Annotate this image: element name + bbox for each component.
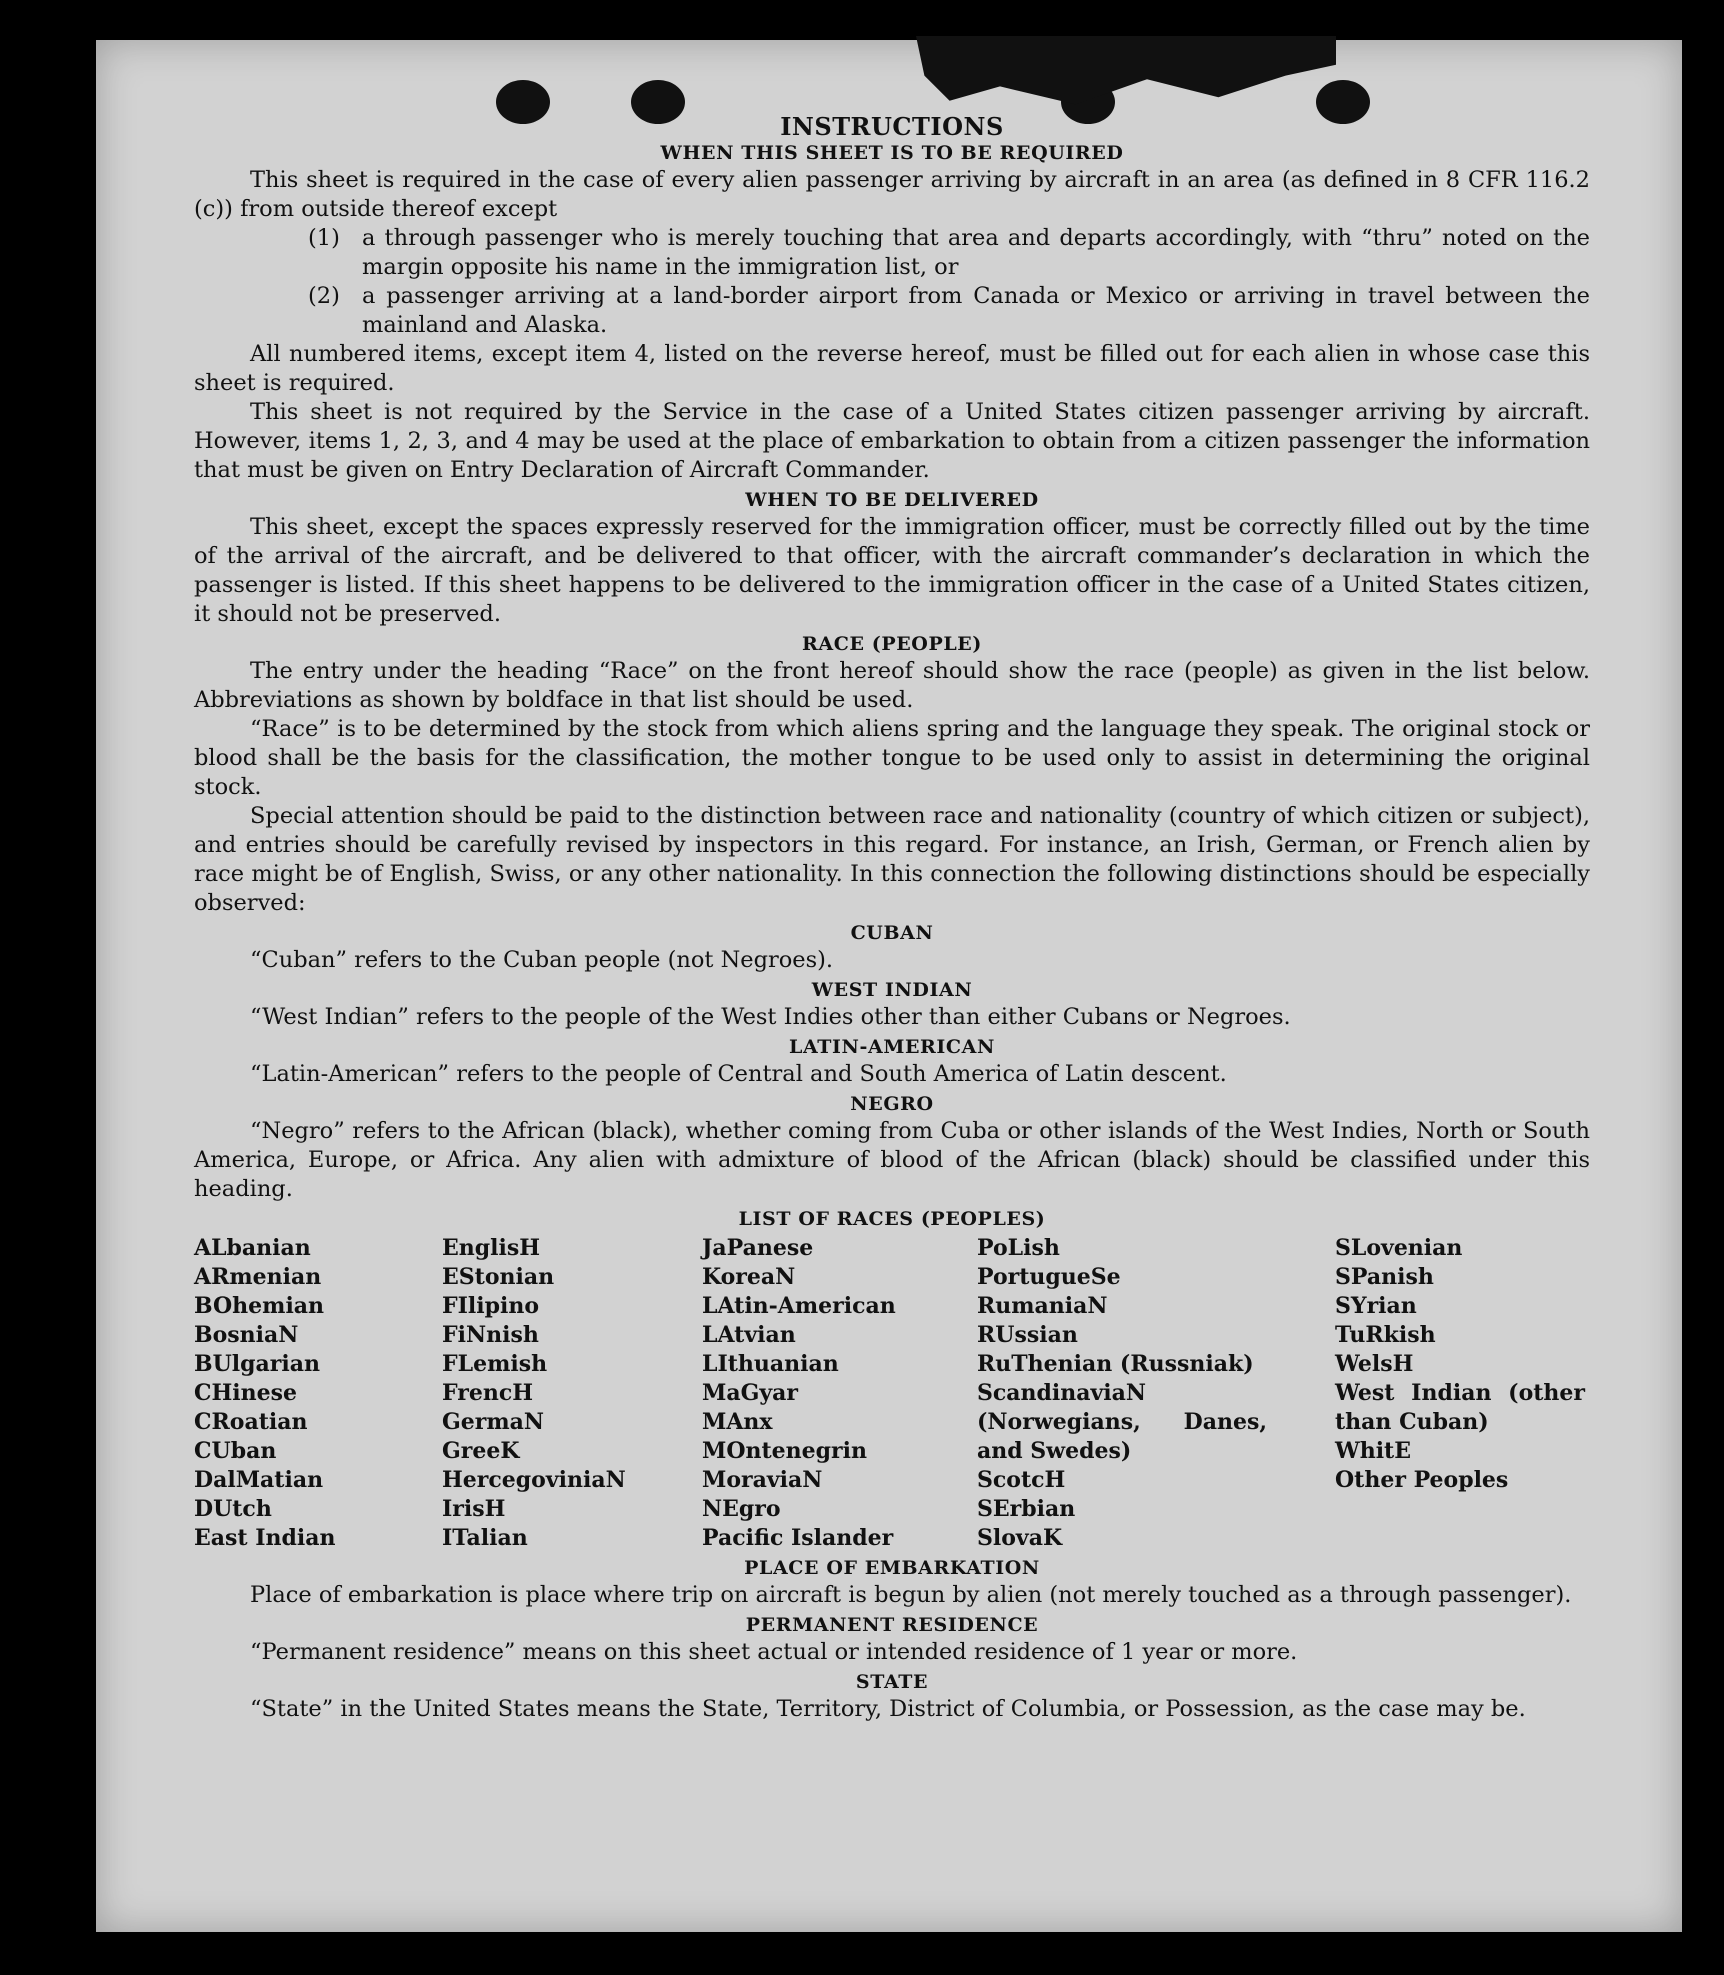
section-heading: PLACE OF EMBARKATION (744, 1557, 1040, 1579)
item-number: (1) (308, 225, 340, 251)
race-item: EnglisH (442, 1235, 541, 1261)
list-item (308, 224, 1590, 282)
race-item: MAnx (702, 1409, 773, 1435)
race-item: GreeK (442, 1438, 520, 1464)
race-item: MoraviaN (702, 1467, 823, 1493)
race-item: TuRkish (1335, 1322, 1436, 1348)
paragraph: “Cuban” refers to the Cuban people (not Negroes). (250, 947, 834, 973)
paragraph: This sheet, except the spaces expressly reserved for the immigration officer, must be correctly filled out by the time of the arrival of the aircraft, and be delivered to that officer, with the aircraft commander’s declaration in which the passenger is listed. If this sheet happens to be delivered to the immigration officer in the case of a United States citizen, it should not be preserved. (194, 514, 1590, 627)
race-item: LAtvian (702, 1322, 796, 1348)
race-item: DalMatian (194, 1467, 324, 1493)
list-item (308, 282, 1590, 340)
race-item: CUban (194, 1438, 277, 1464)
race-item: FLemish (442, 1351, 548, 1377)
race-item: ARmenian (194, 1264, 322, 1290)
race-item: CRoatian (194, 1409, 308, 1435)
race-item: FiNnish (442, 1322, 539, 1348)
race-item: MaGyar (702, 1380, 799, 1406)
race-item: RUssian (977, 1322, 1078, 1348)
race-item: GermaN (442, 1409, 545, 1435)
race-item: EStonian (442, 1264, 555, 1290)
race-item: BosniaN (194, 1322, 299, 1348)
section-heading: LATIN-AMERICAN (789, 1036, 995, 1058)
page-title: INSTRUCTIONS (780, 112, 1004, 141)
document-sheet (96, 40, 1682, 1932)
race-item: WelsH (1335, 1351, 1414, 1377)
race-item: East Indian (194, 1525, 336, 1551)
section-heading: NEGRO (850, 1093, 934, 1115)
race-item: SLovenian (1335, 1235, 1463, 1261)
race-item: ScandinaviaN (Norwegians, Danes, and Swedes) (977, 1380, 1267, 1464)
section-heading: RACE (PEOPLE) (802, 633, 982, 655)
race-item: Other Peoples (1335, 1467, 1509, 1493)
race-list (194, 1234, 1590, 1553)
race-item: CHinese (194, 1380, 298, 1406)
race-item: KoreaN (702, 1264, 796, 1290)
paragraph: “Race” is to be determined by the stock from which aliens spring and the language they speak. The original stock or blood shall be the basis for the classification, the mother tongue to be used only to assist in determining the original stock. (194, 716, 1590, 800)
race-item: BUlgarian (194, 1351, 320, 1377)
race-item: SPanish (1335, 1264, 1434, 1290)
race-item: PortugueSe (977, 1264, 1121, 1290)
race-item: West Indian (other than Cuban) (1335, 1380, 1585, 1435)
race-item: ScotcH (977, 1467, 1066, 1493)
paragraph: Special attention should be paid to the distinction between race and nationality (country of which citizen or subject), and entries should be carefully revised by inspectors in this regard. For instance, an Irish, German, or French alien by race might be of English, Swiss, or any other nationality. In this connection the following distinctions should be especially observed: (194, 803, 1590, 916)
paragraph: “Latin-American” refers to the people of Central and South America of Latin descent. (250, 1061, 1227, 1087)
race-item: BOhemian (194, 1293, 325, 1319)
race-item: SErbian (977, 1496, 1076, 1522)
race-item: RuThenian (Russniak) (977, 1351, 1254, 1377)
race-item: HercegoviniaN (442, 1467, 626, 1493)
race-item: IrisH (442, 1496, 506, 1522)
race-item: RumaniaN (977, 1293, 1108, 1319)
section-heading: WEST INDIAN (811, 979, 973, 1001)
race-column (194, 1234, 442, 1553)
paragraph: All numbered items, except item 4, listed on the reverse hereof, must be filled out for each alien in whose case this sheet is required. (194, 341, 1590, 396)
item-text: a through passenger who is merely touching that area and departs accordingly, with “thru” noted on the margin opposite his name in the immigration list, or (362, 225, 1590, 280)
instructions-body (194, 112, 1590, 1724)
race-item: Pacific Islander (702, 1525, 894, 1551)
race-item: WhitE (1335, 1438, 1411, 1464)
paragraph: “Permanent residence” means on this sheet actual or intended residence of 1 year or more. (250, 1639, 1298, 1665)
race-item: FrencH (442, 1380, 533, 1406)
section-heading: LIST OF RACES (PEOPLES) (738, 1208, 1046, 1230)
race-item: PoLish (977, 1235, 1060, 1261)
race-item: MOntenegrin (702, 1438, 867, 1464)
paragraph: The entry under the heading “Race” on the front hereof should show the race (people) as given in the list below. Abbreviations as shown by boldface in that list should be used. (194, 658, 1590, 713)
race-column (1335, 1234, 1590, 1553)
section-heading: PERMANENT RESIDENCE (745, 1614, 1039, 1636)
race-item: ALbanian (194, 1235, 311, 1261)
race-item: FIlipino (442, 1293, 540, 1319)
race-column (977, 1234, 1335, 1553)
paragraph: “West Indian” refers to the people of the West Indies other than either Cubans or Negroes. (250, 1004, 1291, 1030)
race-item: SYrian (1335, 1293, 1417, 1319)
item-number: (2) (308, 283, 340, 309)
paragraph: This sheet is required in the case of every alien passenger arriving by aircraft in an area (as defined in 8 CFR 116.2 (c)) from outside thereof except (194, 167, 1590, 222)
race-item: SlovaK (977, 1525, 1063, 1551)
torn-edge (916, 36, 1336, 108)
race-item: JaPanese (702, 1235, 814, 1261)
section-heading: CUBAN (850, 922, 934, 944)
race-item: LAtin-American (702, 1293, 896, 1319)
race-item: LIthuanian (702, 1351, 839, 1377)
paragraph: This sheet is not required by the Service in the case of a United States citizen passenger arriving by aircraft. However, items 1, 2, 3, and 4 may be used at the place of embarkation to obtain from a citizen passenger the information that must be given on Entry Declaration of Aircraft Commander. (194, 399, 1590, 483)
paragraph: “Negro” refers to the African (black), whether coming from Cuba or other islands of the West Indies, North or South America, Europe, or Africa. Any alien with admixture of blood of the African (black) should be classified under this heading. (194, 1118, 1590, 1202)
item-text: a passenger arriving at a land-border airport from Canada or Mexico or arriving in travel between the mainland and Alaska. (362, 283, 1590, 338)
paragraph: “State” in the United States means the State, Territory, District of Columbia, or Possession, as the case may be. (250, 1696, 1526, 1722)
section-heading: WHEN THIS SHEET IS TO BE REQUIRED (660, 142, 1124, 164)
race-item: NEgro (702, 1496, 781, 1522)
section-heading: STATE (855, 1671, 929, 1693)
paragraph: Place of embarkation is place where trip on aircraft is begun by alien (not merely touched as a through passenger). (250, 1582, 1572, 1608)
race-item: DUtch (194, 1496, 272, 1522)
race-item: ITalian (442, 1525, 528, 1551)
race-column (702, 1234, 977, 1553)
section-heading: WHEN TO BE DELIVERED (745, 489, 1039, 511)
race-column (442, 1234, 702, 1553)
